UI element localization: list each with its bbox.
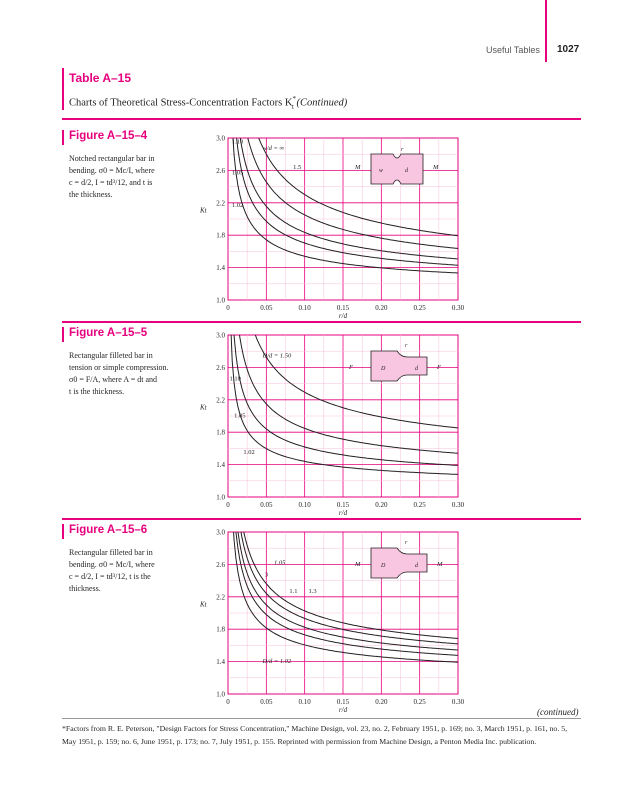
y-tick-label: 1.4 — [216, 264, 225, 273]
running-title: Useful Tables — [486, 45, 540, 55]
dimension-label: D — [381, 366, 386, 372]
x-tick-label: 0.10 — [298, 501, 311, 509]
caption-line: bending. σ0 = Mc/I, where — [69, 560, 155, 569]
curve-label: 1.05 — [234, 412, 246, 420]
y-tick-label: 1.4 — [216, 461, 225, 470]
figure-caption — [69, 547, 204, 595]
figure-title: Figure A–15–5 — [69, 327, 148, 339]
x-tick-label: 0.20 — [375, 698, 388, 706]
dimension-label: d — [415, 366, 418, 372]
curve-label: 1.10 — [231, 138, 244, 146]
curve-label: 1.5 — [293, 163, 302, 171]
table-rule — [62, 118, 581, 120]
y-axis-label: Kt — [200, 600, 207, 609]
y-tick-label: 3.0 — [216, 528, 225, 537]
y-axis-label: Kt — [200, 206, 207, 215]
table-subtitle-text: Charts of Theoretical Stress-Concentration Factors K — [69, 97, 293, 109]
caption-line: Rectangular filleted bar in — [69, 548, 153, 557]
moment-label: M — [355, 164, 361, 171]
x-tick-label: 0.25 — [413, 304, 426, 312]
x-tick-label: 0.10 — [298, 304, 311, 312]
x-tick-label: 0.30 — [451, 304, 465, 312]
y-tick-label: 1.0 — [216, 296, 225, 305]
y-axis-label: Kt — [200, 403, 207, 412]
curve-label: 1.05 — [231, 169, 244, 177]
chart-figure-a-15-6 — [196, 526, 486, 716]
curve-label: 3 — [264, 571, 269, 579]
caption-line: c = d/2, I = td³/12, and t is — [69, 178, 153, 187]
radius-label: r — [401, 147, 404, 153]
moment-label: M — [437, 561, 443, 568]
y-tick-label: 2.6 — [216, 363, 225, 372]
x-tick-label: 0.15 — [336, 698, 350, 706]
x-axis-label: r/d — [338, 706, 348, 714]
y-tick-label: 3.0 — [216, 331, 225, 340]
table-subtitle-sub: t — [291, 102, 294, 111]
x-tick-label: 0 — [226, 304, 230, 312]
series-curve — [230, 89, 458, 235]
specimen-shape — [371, 351, 427, 381]
caption-line: σ0 = F/A, where A = dt and — [69, 375, 157, 384]
x-tick-label: 0.20 — [375, 501, 388, 509]
footnote: *Factors from R. E. Peterson, "Design Factors for Stress Concentration," Machine Design, vol. 23, no. 2, February 1951, p. 169; no. 3, March 1951, p. 161, no. 5, May 1951, p. 159; no. 6, June 1951, p. 173; no. 7, July 1951, p. 155. Reprinted with permission from Machine Design, a Penton Media Inc. publication. — [62, 724, 568, 746]
x-tick-label: 0.05 — [260, 304, 273, 312]
x-tick-label: 0.10 — [298, 698, 311, 706]
moment-label: M — [433, 164, 439, 171]
x-tick-label: 0 — [226, 698, 230, 706]
moment-label: M — [355, 561, 361, 568]
page-number: 1027 — [557, 44, 580, 55]
curve-label: w/d = ∞ — [262, 145, 285, 153]
curve-label: D/d = 1.50 — [262, 352, 292, 360]
x-tick-label: 0.25 — [413, 698, 426, 706]
x-tick-label: 0.20 — [375, 304, 388, 312]
dimension-label: w — [379, 168, 384, 174]
x-tick-label: 0.25 — [413, 501, 426, 509]
x-tick-label: 0 — [226, 501, 230, 509]
table-subtitle-sup: * — [292, 95, 296, 103]
chart-figure-a-15-5 — [196, 329, 486, 519]
x-axis-label: r/d — [338, 312, 348, 320]
y-tick-label: 1.0 — [216, 690, 225, 699]
y-tick-label: 2.2 — [216, 199, 225, 208]
figure-title: Figure A–15–4 — [69, 130, 148, 142]
figure-title: Figure A–15–6 — [69, 524, 148, 536]
table-title: Table A–15 — [69, 71, 132, 85]
y-tick-label: 2.6 — [216, 560, 225, 569]
curve-label: 1.02 — [231, 201, 244, 209]
dimension-label: d — [415, 563, 418, 569]
series-curve — [230, 89, 458, 259]
y-tick-label: 1.8 — [216, 428, 225, 437]
curve-label: 1.02 — [243, 449, 255, 457]
radius-label: r — [405, 540, 408, 546]
continued-label: (continued) — [537, 707, 579, 717]
x-tick-label: 0.30 — [451, 698, 465, 706]
series-curve — [230, 89, 458, 248]
chart-figure-a-15-4 — [196, 132, 486, 322]
caption-line: the thickness. — [69, 190, 113, 199]
x-tick-label: 0.05 — [260, 501, 273, 509]
y-tick-label: 1.4 — [216, 658, 225, 667]
y-tick-label: 2.6 — [216, 166, 225, 175]
caption-line: tension or simple compression. — [69, 363, 169, 372]
footnote-rule — [62, 718, 581, 719]
figure-caption — [69, 350, 204, 398]
x-tick-label: 0.05 — [260, 698, 273, 706]
y-tick-label: 3.0 — [216, 134, 225, 143]
x-tick-label: 0.30 — [451, 501, 465, 509]
x-tick-label: 0.15 — [336, 501, 350, 509]
specimen-diagram — [354, 540, 443, 578]
x-axis-label: r/d — [338, 509, 348, 517]
curve-label: 1.1 — [289, 587, 298, 595]
table-subtitle — [69, 95, 347, 111]
figure-separator — [62, 321, 581, 323]
figure-caption — [69, 153, 204, 201]
figure-separator — [62, 518, 581, 520]
caption-line: bending. σ0 = Mc/I, where — [69, 166, 155, 175]
series-curve — [230, 89, 458, 273]
caption-line: Rectangular filleted bar in — [69, 351, 153, 360]
x-tick-label: 0.15 — [336, 304, 350, 312]
force-label: F — [349, 364, 353, 371]
figure-accent-bar — [62, 130, 64, 145]
y-tick-label: 2.2 — [216, 593, 225, 602]
caption-line: c = d/2, I = td³/12, t is the — [69, 572, 151, 581]
dimension-label: D — [381, 563, 386, 569]
curve-label: 1.05 — [274, 559, 286, 567]
y-tick-label: 2.2 — [216, 396, 225, 405]
specimen-diagram — [354, 147, 439, 184]
curve-label: 1.10 — [229, 375, 241, 383]
radius-label: r — [405, 343, 408, 349]
force-label: F — [437, 364, 441, 371]
header-rule — [545, 0, 547, 62]
caption-line: t is the thickness. — [69, 387, 125, 396]
table-accent-bar — [62, 68, 64, 110]
caption-line: thickness. — [69, 584, 101, 593]
y-tick-label: 1.8 — [216, 625, 225, 634]
y-tick-label: 1.8 — [216, 231, 225, 240]
figure-accent-bar — [62, 524, 64, 539]
caption-line: Notched rectangular bar in — [69, 154, 155, 163]
curve-label: D/d = 1.02 — [262, 658, 292, 666]
table-continued-label: (Continued) — [296, 97, 348, 109]
specimen-shape — [371, 548, 427, 578]
figure-accent-bar — [62, 327, 64, 342]
y-tick-label: 1.0 — [216, 493, 225, 502]
curve-label: 1.3 — [308, 587, 317, 595]
dimension-label: d — [405, 168, 408, 174]
